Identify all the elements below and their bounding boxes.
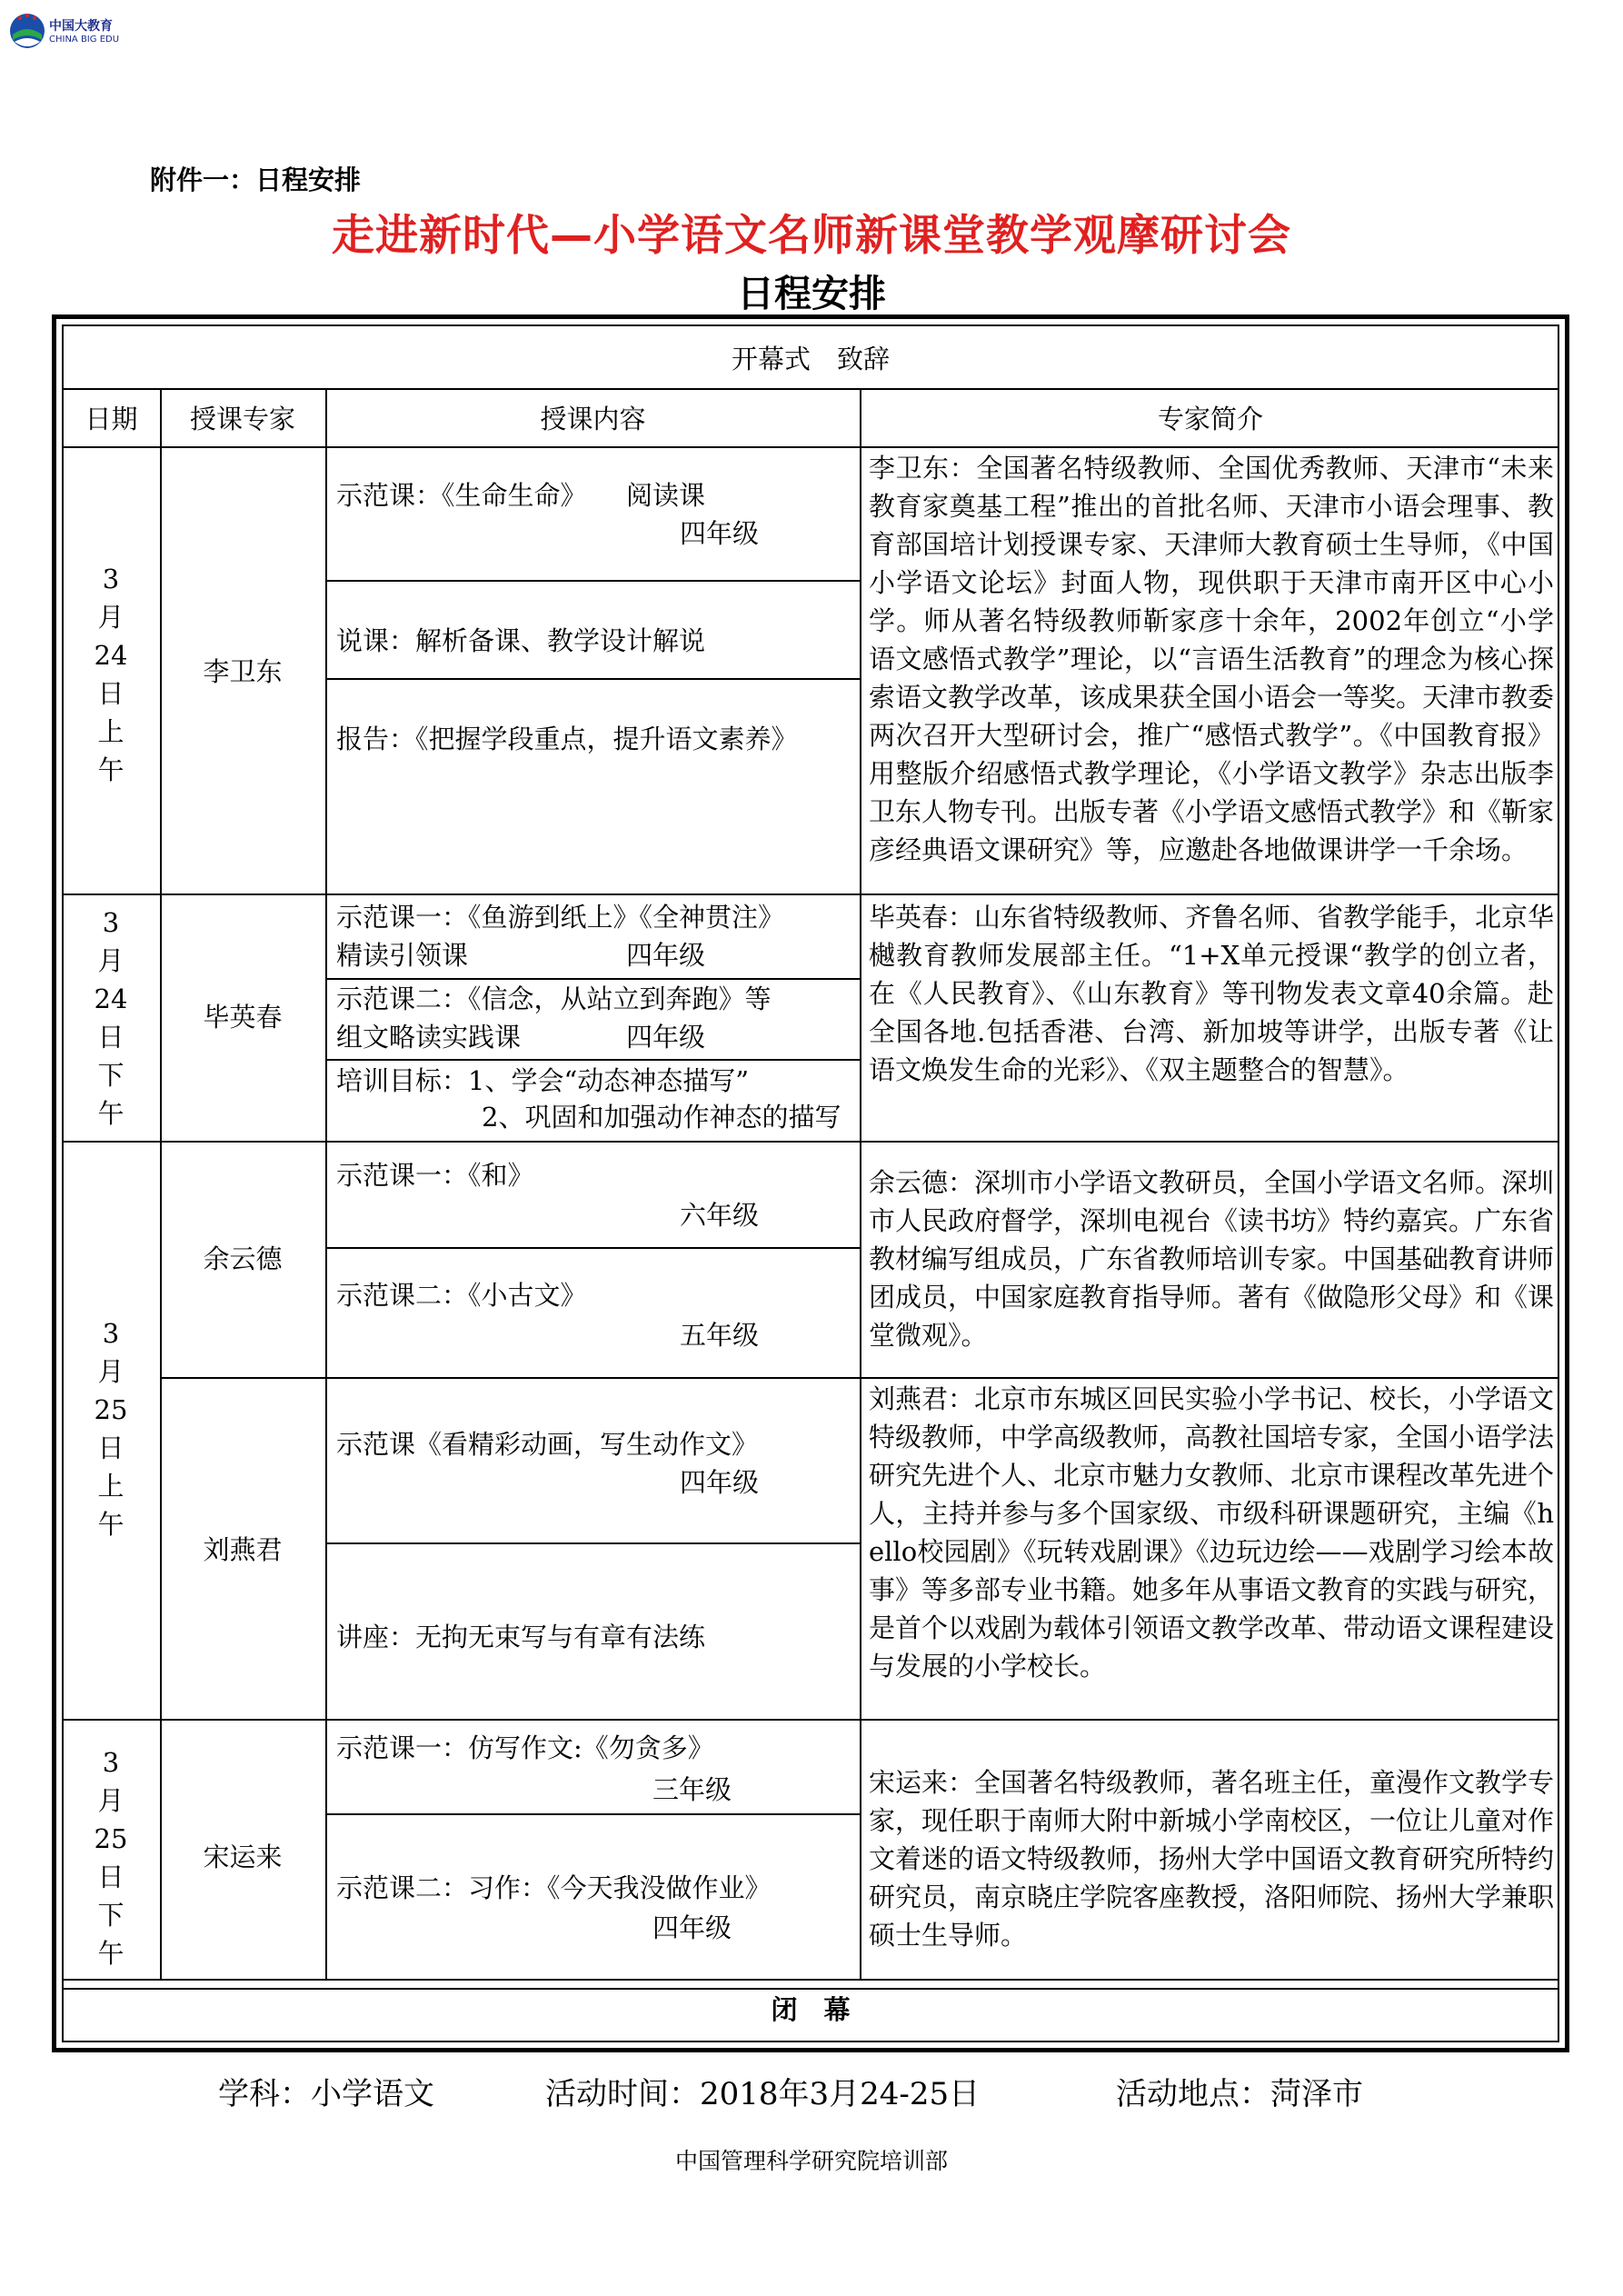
session-content-line: 示范课二：《信念，从站立到奔跑》等 — [336, 983, 772, 1014]
column-divider — [160, 388, 162, 1979]
session-expert: 余云德 — [203, 1243, 283, 1274]
divider — [160, 1377, 1559, 1379]
divider — [325, 1247, 860, 1249]
column-divider — [325, 388, 327, 1979]
expert-bio: 李卫东：全国著名特级教师、全国优秀教师、天津市“未来教育家奠基工程”推出的首批名师、天津市小语会理事、教育部国培计划授课专家、天津师大教育硕士生导师，《中国小学语文论坛》封面人物，现供职于天津市南开区中心小学。师从著名特级教师靳家彦十余年，2002年创立“小学语文感悟式教学”理论，以“言语生活教育”的理念为核心探索语文教学改革，该成果获全国小语会一等奖。天津市教委两次召开大型研讨会，推广“感悟式教学”。《中国教育报》用整版介绍感悟式教学理论，《小学语文教学》杂志出版李卫东人物专刊。出版专著《小学语文感悟式教学》和《靳家彦经典语文课研究》等，应邀赴各地做课讲学一千余场。 — [869, 453, 1555, 865]
session-content-line: 六年级 — [680, 1200, 760, 1231]
session-date: 3 月 24 日 上 午 — [94, 564, 128, 785]
opening-row: 开幕式 致辞 — [731, 344, 890, 374]
session-content-line: 四年级 — [680, 1467, 760, 1498]
session-content-line: 示范课一：仿写作文:《勿贪多》 — [336, 1732, 714, 1763]
session-content-line: 示范课《看精彩动画，写生动作文》 — [336, 1429, 759, 1460]
session-content-line: 培训目标：1、学会“动态神态描写” — [336, 1065, 750, 1096]
expert-bio: 毕英春：山东省特级教师、齐鲁名师、省教学能手，北京华樾教育教师发展部主任。“1+X单元授课“教学的创立者，在《人民教育》、《山东教育》等刊物发表文章40余篇。赴全国各地.包括香港、台湾、新加坡等讲学，出版专著《让语文焕发生命的光彩》、《双主题整合的智慧》。 — [869, 902, 1555, 1085]
session-content-line: 三年级 — [652, 1774, 732, 1805]
header-date: 日期 — [85, 404, 138, 434]
divider — [62, 1719, 1559, 1721]
divider — [325, 1542, 860, 1544]
session-content-line: 示范课一：《鱼游到纸上》《全神贯注》 — [336, 902, 785, 933]
footer-subject: 学科：小学语文 — [218, 2076, 434, 2112]
session-content-line: 讲座：无拘无束写与有章有法练 — [336, 1622, 706, 1652]
logo-mark-icon — [9, 11, 45, 53]
divider — [325, 1813, 860, 1815]
session-date: 3 月 25 日 下 午 — [94, 1747, 128, 1969]
page-subtitle: 日程安排 — [737, 272, 886, 315]
divider — [62, 893, 1559, 895]
session-expert: 刘燕君 — [203, 1534, 283, 1565]
expert-bio: 刘燕君：北京市东城区回民实验小学书记、校长，小学语文特级教师，中学高级教师，高教社国培专家，全国小语学法研究先进个人、北京市魅力女教师、北京市课程改革先进个人，主持并参与多个国家级、市级科研课题研究，主编《hello校园剧》《玩转戏剧课》《边玩边绘——戏剧学习绘本故事》等多部专业书籍。她多年从事语文教育的实践与研究，是首个以戏剧为载体引领语文教学改革、带动语文课程建设与发展的小学校长。 — [869, 1383, 1555, 1682]
session-content-line: 2、巩固和加强动作神态的描写 — [482, 1102, 841, 1133]
session-content-line: 五年级 — [680, 1320, 760, 1351]
session-content-line: 示范课二：《小古文》 — [336, 1280, 587, 1311]
session-content-line: 示范课一：《和》 — [336, 1160, 534, 1191]
attachment-label: 附件一：日程安排 — [150, 165, 362, 195]
footer-time: 活动时间：2018年3月24-25日 — [545, 2076, 981, 2112]
session-date: 3 月 25 日 上 午 — [94, 1318, 128, 1540]
session-content-line: 组文略读实践课 四年级 — [336, 1022, 706, 1053]
header-expert: 授课专家 — [189, 404, 295, 434]
closing-row: 闭 幕 — [771, 1994, 851, 2025]
logo-subtext: CHINA BIG EDU — [49, 35, 120, 45]
session-expert: 毕英春 — [203, 1002, 283, 1033]
session-expert: 宋运来 — [203, 1842, 283, 1872]
session-content-line: 示范课二：习作：《今天我没做作业》 — [336, 1872, 772, 1903]
organizer: 中国管理科学研究院培训部 — [674, 2148, 948, 2174]
session-content-line: 报告：《把握学段重点，提升语文素养》 — [336, 724, 798, 754]
session-content-line: 四年级 — [652, 1912, 732, 1943]
logo-text: 中国大教育 — [49, 19, 113, 34]
divider — [62, 388, 1559, 390]
divider — [62, 1988, 1559, 1990]
logo — [9, 11, 118, 56]
session-content-line: 四年级 — [680, 518, 760, 549]
header-content: 授课内容 — [540, 404, 646, 434]
footer-place: 活动地点：菏泽市 — [1116, 2076, 1363, 2112]
divider — [62, 1979, 1559, 1981]
column-divider — [860, 388, 861, 1979]
session-content-line: 说课：解析备课、教学设计解说 — [336, 625, 706, 656]
session-expert: 李卫东 — [203, 656, 283, 687]
divider — [62, 446, 1559, 448]
session-date: 3 月 24 日 下 午 — [94, 907, 128, 1129]
session-content-line: 示范课：《生命生命》 阅读课 — [336, 480, 706, 511]
header-bio: 专家简介 — [1157, 404, 1263, 434]
expert-bio: 余云德：深圳市小学语文教研员，全国小学语文名师。深圳市人民政府督学，深圳电视台《读书坊》特约嘉宾。广东省教材编写组成员，广东省教师培训专家。中国基础教育讲师团成员，中国家庭教育指导师。著有《做隐形父母》和《课堂微观》。 — [869, 1167, 1555, 1351]
divider — [325, 580, 860, 582]
page-title: 走进新时代—小学语文名师新课堂教学观摩研讨会 — [332, 211, 1291, 261]
divider — [62, 1141, 1559, 1143]
session-content-line: 精读引领课 四年级 — [336, 940, 706, 971]
divider — [325, 678, 860, 680]
divider — [325, 1059, 860, 1061]
expert-bio: 宋运来：全国著名特级教师，著名班主任，童漫作文教学专家，现任职于南师大附中新城小学南校区，一位让儿童对作文着迷的语文特级教师，扬州大学中国语文教育研究所特约研究员，南京晓庄学院客座教授，洛阳师院、扬州大学兼职硕士生导师。 — [869, 1767, 1555, 1951]
